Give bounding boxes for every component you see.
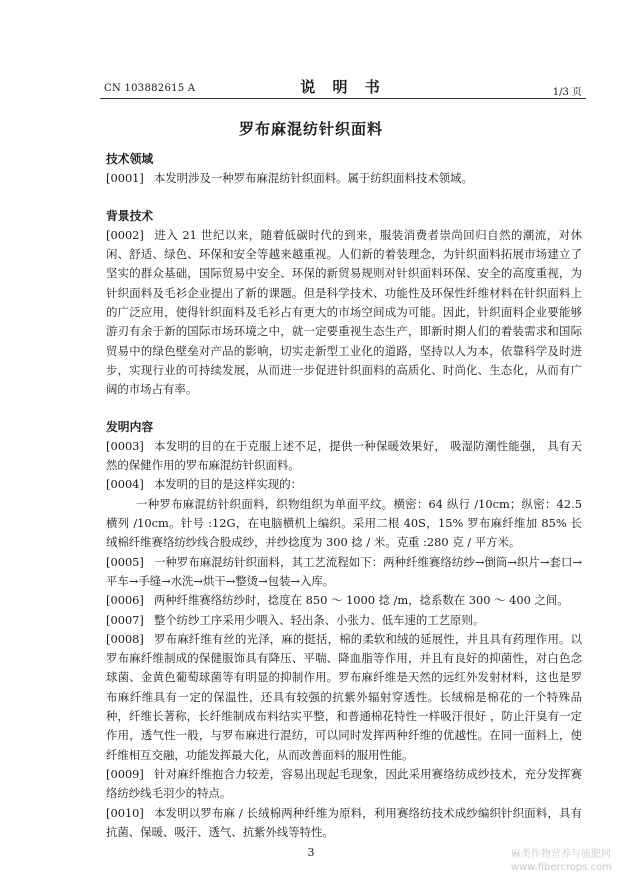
paragraph [106, 611, 582, 630]
paragraph-text: 针对麻纤维抱合力较差，容易出现起毛现象，因此采用赛络纺成纱技术，充分发挥赛络纺纱线毛羽少的特点。 [106, 766, 582, 801]
paragraph [106, 475, 582, 494]
paragraph-number: [0003] [106, 438, 144, 453]
watermark-title: 麻类作物营养与施肥网 [510, 849, 611, 860]
paragraph-number: [0005] [106, 554, 144, 569]
paragraph-text: 一种罗布麻混纺针织面料，其工艺流程如下：两种纤维赛络纺纱→倒筒→织片→套口→平车→手缝→水洗→烘干→整烫→包装→入库。 [106, 554, 582, 588]
paragraph-number: [0008] [106, 631, 144, 646]
paragraph [106, 495, 582, 553]
paragraph [106, 437, 582, 476]
paragraph-text: 进入 21 世纪以来，随着低碳时代的到来，服装消费者崇尚回归自然的潮流，对休闲、舒适、绿色、环保和安全等越来越重视。人们新的着装理念，为针织面料拓展市场建立了坚实的群众基础，国际贸易中安全、环保的新贸易规则对针织面料环保、安全的高度重视，为针织面料及毛衫企业提出了新的课题。但是科学技术、功能性及环保性纤维材料在针织面料上的广泛应用，使得针织面料及毛衫占有更大的市场空间成为可能。因此，针织面料企业要能够游刃有余于新的国际市场环境之中，就一定要重视生态生产，即新时期人们的着装需求和国际贸易中的绿色壁垒对产品的影响，切实走新型工业化的道路，坚持以人为本，依靠科学及时进步，实现行业的可持续发展，从而进一步促进针织面料的高质化、时尚化、生态化，从而有广阔的市场占有率。 [106, 227, 582, 397]
site-watermark [511, 848, 612, 874]
paragraph [106, 553, 582, 592]
paragraph-number: [0001] [106, 171, 144, 186]
paragraph-text: 整个纺纱工序采用少喂入、轻出条、小张力、低车速的工艺原则。 [153, 612, 485, 627]
section-heading: 发明内容 [106, 419, 154, 434]
paragraph-number: [0007] [106, 612, 144, 627]
paragraph [106, 630, 582, 765]
paragraph-text: 两种纤维赛络纺纱时，捻度在 850 ～ 1000 捻 /m，捻系数在 300 ～ 400 之间。 [153, 593, 569, 608]
paragraph [106, 226, 582, 400]
document-title: 罗布麻混纺针织面料 [238, 120, 383, 138]
section-heading: 技术领域 [106, 152, 154, 166]
paragraph-text: 本发明的目的是这样实现的： [153, 477, 302, 492]
paragraph-text: 本发明的目的在于克服上述不足，提供一种保暖效果好， 吸湿防潮性能强， 具有天然的保健作用的罗布麻混纺针织面料。 [106, 438, 582, 473]
paragraph-number: [0009] [106, 766, 144, 781]
document-body [106, 150, 582, 842]
paragraph-text: 本发明以罗布麻 / 长绒棉两种纤维为原料，利用赛络纺技术成纱编织针织面料，具有抗菌、保暖、吸汗、透气、抗紫外线等特性。 [106, 805, 582, 839]
page-indicator: 1/3 页 [552, 87, 582, 98]
page-header [100, 74, 586, 98]
watermark-url: www.fibercrops.com [510, 862, 612, 873]
patent-number: CN 103882615 A [104, 83, 196, 94]
paragraph-number: [0002] [106, 227, 144, 242]
paragraph [106, 765, 582, 804]
document-type: 说 明 书 [300, 78, 386, 96]
paragraph [106, 591, 582, 610]
paragraph-number: [0004] [106, 477, 144, 492]
paragraph-text: 罗布麻纤维有丝的光泽，麻的挺括，棉的柔软和绒的延展性，并且具有药理作用。以罗布麻纤维制成的保健服饰具有降压、平喘、降血脂等作用，并且有良好的抑菌性，对白色念球菌、金黄色葡萄球菌等有明显的抑制作用。罗布麻纤维是天然的远红外发射材料，这也是罗布麻纤维具有一定的保温性，还具有较强的抗紫外辐射穿透性。长绒棉是棉花的一个特殊品种，纤维长著称，长纤维制成布料结实平整，和普通棉花特性一样吸汗很好 ，防止汗臭有一定作用，透气性一般，与罗布麻进行混纺，可以同时发挥两种纤维的优越性。在同一面料上，使纤维相互交融，功能发挥最大化，从而改善面料的服用性能。 [106, 631, 582, 762]
paragraph-number: [0010] [106, 805, 144, 820]
paragraph-text: 一种罗布麻混纺针织面料，织物组织为单面平纹。横密：64 纵行 /10cm；纵密：42.5 横列 /10cm。针号 :12G，在电脑横机上编织。采用二根 40S，15% 罗布麻纤维加 85% 长绒棉纤维赛络纺纱线合股成纱，并纱捻度为 300 捻 / 米。克重 :280 克 / 平方米。 [106, 496, 582, 550]
page-number: 3 [307, 846, 315, 859]
paragraph-text: 本发明涉及一种罗布麻混纺针织面料。属于纺织面料技术领域。 [153, 171, 473, 186]
paragraph [106, 804, 582, 843]
paragraph [106, 169, 582, 188]
section-heading: 背景技术 [106, 208, 154, 223]
header-divider [100, 98, 586, 99]
paragraph-number: [0006] [106, 593, 144, 608]
